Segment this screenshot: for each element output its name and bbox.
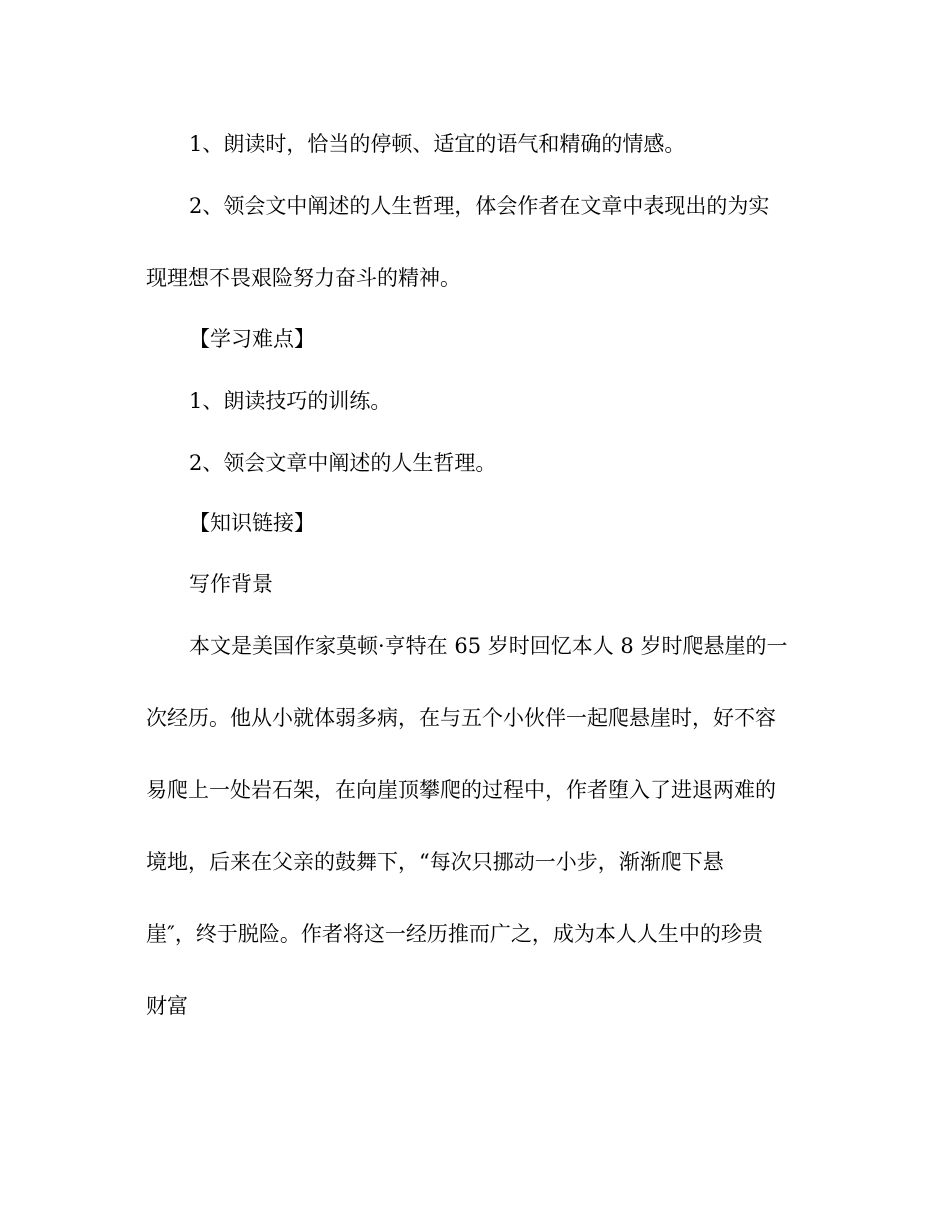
paragraph-line-2: 次经历。他从小就体弱多病，在与五个小伙伴一起爬悬崖时，好不容 — [146, 706, 776, 730]
difficulty-2: 2、领会文章中阐述的人生哲理。 — [189, 451, 497, 475]
difficulty-1: 1、朗读技巧的训练。 — [189, 389, 392, 413]
section-heading-difficulties: 【学习难点】 — [189, 327, 315, 351]
paragraph-line-4: 境地，后来在父亲的鼓舞下，“每次只挪动一小步，渐渐爬下悬 — [146, 850, 724, 874]
paragraph-line-5: 崖″，终于脱险。作者将这一经历推而广之，成为本人人生中的珍贵 — [146, 922, 763, 946]
paragraph-line-3: 易爬上一处岩石架，在向崖顶攀爬的过程中，作者堕入了进退两难的 — [146, 778, 776, 802]
objective-2-line-2: 现理想不畏艰险努力奋斗的精神。 — [146, 266, 461, 290]
subheading-background: 写作背景 — [189, 572, 273, 596]
paragraph-line-1: 本文是美国作家莫顿·亨特在 65 岁时回忆本人 8 岁时爬悬崖的一 — [189, 634, 788, 658]
objective-2-line-1: 2、领会文中阐述的人生哲理，体会作者在文章中表现出的为实 — [189, 194, 770, 218]
objective-1: 1、朗读时，恰当的停顿、适宜的语气和精确的情感。 — [189, 132, 686, 156]
paragraph-line-6: 财富 — [146, 994, 188, 1018]
section-heading-knowledge: 【知识链接】 — [189, 511, 315, 535]
